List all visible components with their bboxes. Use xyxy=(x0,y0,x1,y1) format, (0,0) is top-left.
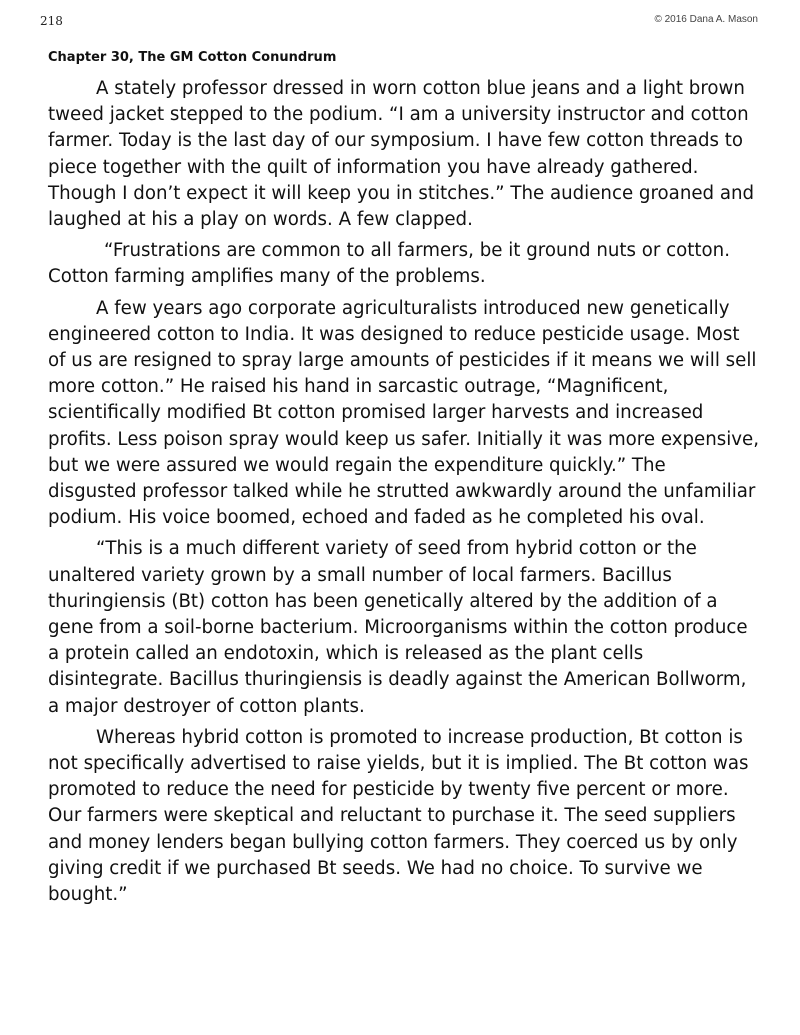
paragraph: Whereas hybrid cotton is promoted to increase production, Bt cotton is not specifically advertised to raise yields, but it is implied. The Bt cotton was promoted to reduce the need for pesticide by twenty five percent or more. Our farmers were skeptical and reluctant to purchase it. The seed suppliers and money lenders began bullying cotton farmers. They coerced us by only giving credit if we purchased Bt seeds. We had no choice. To survive we bought.” xyxy=(48,726,749,906)
paragraph: A stately professor dressed in worn cotton blue jeans and a light brown tweed jacket stepped to the podium. “I am a university instructor and cotton farmer. Today is the last day of our symposium. I have few cotton threads to piece together with the quilt of information you have already gathered. Though I don’t expect it will keep you in stitches.” The audience groaned and laughed at his a play on words. A few clapped. xyxy=(48,78,755,231)
paragraph: A few years ago corporate agriculturalists introduced new genetically engineered cotton to India. It was designed to reduce pesticide usage. Most of us are resigned to spray large amounts of pesticides if it means we will sell more cotton.” He raised his hand in sarcastic outrage, “Magnificent, scientifically modified Bt cotton promised larger harvests and increased profits. Less poison spray would keep us safer. Initially it was more expensive, but we were assured we would regain the expenditure quickly.” The disgusted professor talked while he strutted awkwardly around the unfamiliar podium. His voice boomed, echoed and faded as he completed his oval. xyxy=(48,297,760,529)
paragraph: “Frustrations are common to all farmers, be it ground nuts or cotton. Cotton farming amplifies many of the problems. xyxy=(48,240,730,288)
chapter-title: Chapter 30, The GM Cotton Conundrum xyxy=(48,50,337,65)
body-text xyxy=(48,76,760,913)
paragraph: “This is a much different variety of seed from hybrid cotton or the unaltered variety grown by a small number of local farmers. Bacillus thuringiensis (Bt) cotton has been genetically altered by the addition of a gene from a soil-borne bacterium. Microorganisms within the cotton produce a protein called an endotoxin, which is released as the plant cells disintegrate. Bacillus thuringiensis is deadly against the American Bollworm, a major destroyer of cotton plants. xyxy=(48,538,748,717)
copyright-notice: © 2016 Dana A. Mason xyxy=(654,14,758,25)
page-number: 218 xyxy=(40,14,63,28)
